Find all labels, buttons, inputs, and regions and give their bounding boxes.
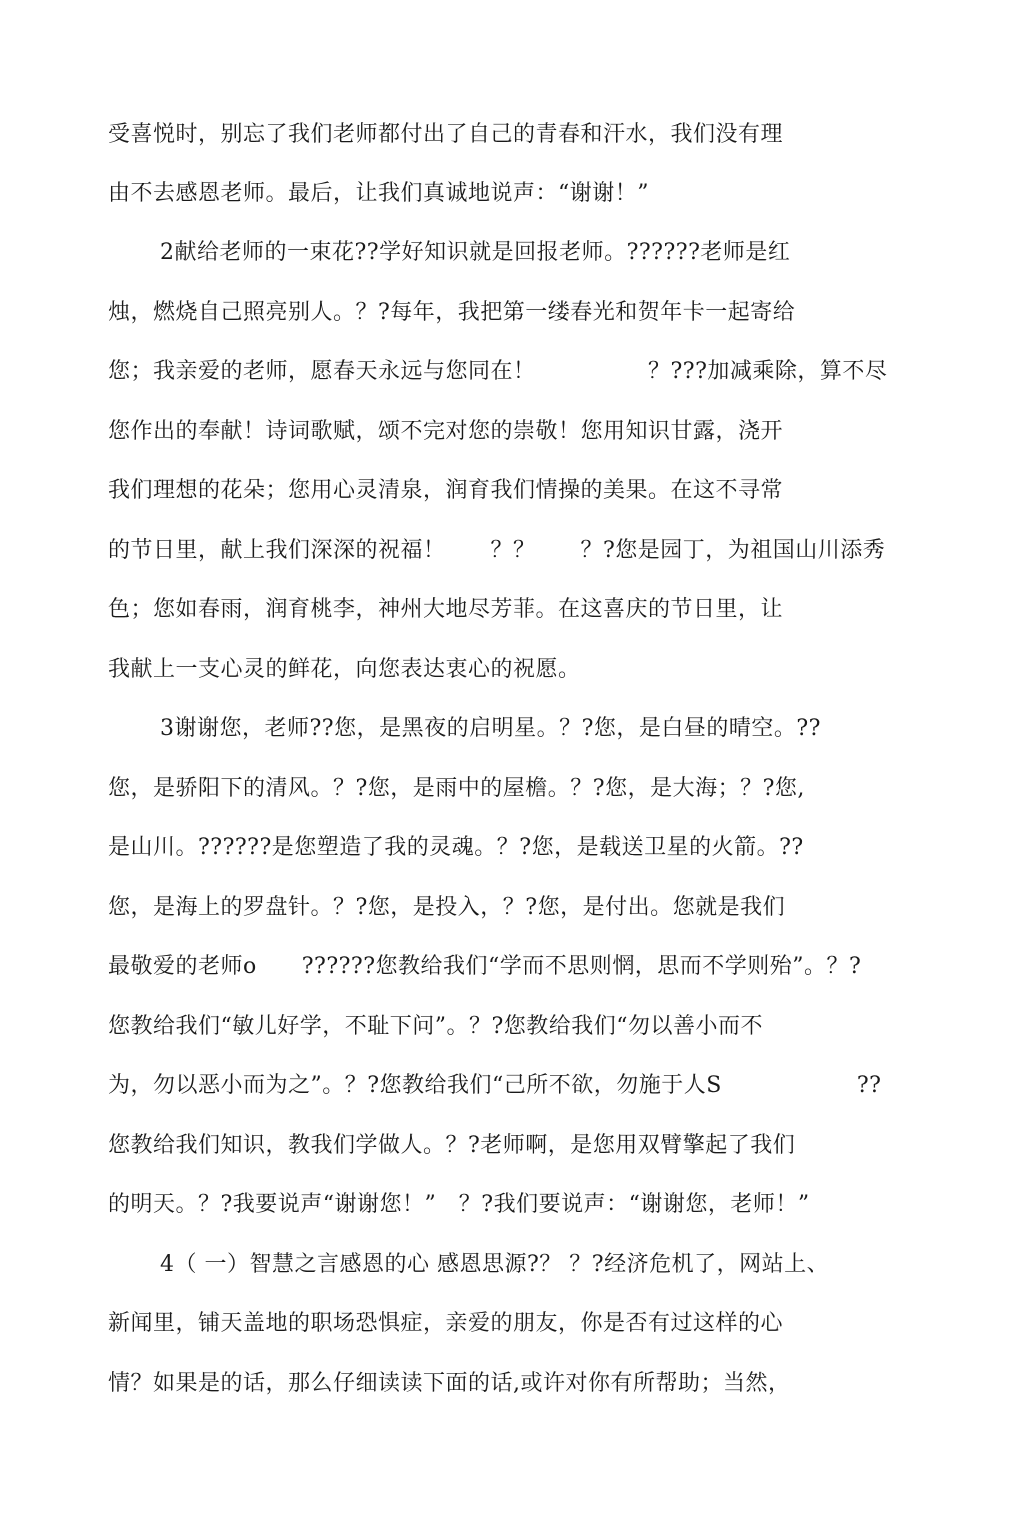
text-line: 情？如果是的话，那么仔细读读下面的话,或许对你有所帮助；当然， <box>108 1371 791 1396</box>
text-line: 是山川。??????是您塑造了我的灵魂。？?您，是载送卫星的火箭。?? <box>108 835 804 860</box>
text-line: 的节日里，献上我们深深的祝福！ ？？ ？?您是园丁，为祖国山川添秀 <box>108 538 886 563</box>
text-line: 新闻里，铺天盖地的职场恐惧症，亲爱的朋友，你是否有过这样的心 <box>108 1311 784 1336</box>
text-line: 由不去感恩老师。最后，让我们真诚地说声：“谢谢！” <box>108 181 649 206</box>
text-line: 我献上一支心灵的鲜花，向您表达衷心的祝愿。 <box>108 657 581 682</box>
text-line: 您，是骄阳下的清风。？?您，是雨中的屋檐。？?您，是大海；？?您, <box>108 776 805 801</box>
text-line: 烛，燃烧自己照亮别人。？?每年，我把第一缕春光和贺年卡一起寄给 <box>108 300 796 325</box>
text-line: 受喜悦时，别忘了我们老师都付出了自己的青春和汗水，我们没有理 <box>108 122 784 147</box>
text-line: 4（ 一）智慧之言感恩的心 感恩思源?？ ？?经济危机了，网站上、 <box>160 1252 830 1277</box>
text-line: 的明天。？?我要说声“谢谢您！” ？?我们要说声：“谢谢您，老师！” <box>108 1192 810 1217</box>
text-line: 您作出的奉献！诗词歌赋，颂不完对您的崇敬！您用知识甘露，浇开 <box>108 419 784 444</box>
text-line: 我们理想的花朵；您用心灵清泉，润育我们情操的美果。在这不寻常 <box>108 478 784 503</box>
text-line: 您教给我们“敏儿好学，不耻下问”。？?您教给我们“勿以善小而不 <box>108 1014 764 1039</box>
text-line: 为，勿以恶小而为之”。？?您教给我们“己所不欲，勿施于人S ?? <box>108 1073 882 1098</box>
text-line: 您教给我们知识，教我们学做人。？?老师啊，是您用双臂擎起了我们 <box>108 1133 796 1158</box>
text-line: 您，是海上的罗盘针。？?您，是投入，？?您，是付出。您就是我们 <box>108 895 786 920</box>
text-line: 2献给老师的一束花??学好知识就是回报老师。??????老师是红 <box>160 240 791 265</box>
text-line: 最敬爱的老师o ??????您教给我们“学而不思则惘，思而不学则殆”。？? <box>108 954 862 979</box>
text-line: 您；我亲爱的老师，愿春天永远与您同在！ ？???加减乘除，算不尽 <box>108 359 888 384</box>
text-line: 3谢谢您，老师??您，是黑夜的启明星。？?您，是白昼的晴空。?? <box>160 716 821 741</box>
text-line: 色；您如春雨，润育桃李，神州大地尽芳菲。在这喜庆的节日里，让 <box>108 597 784 622</box>
